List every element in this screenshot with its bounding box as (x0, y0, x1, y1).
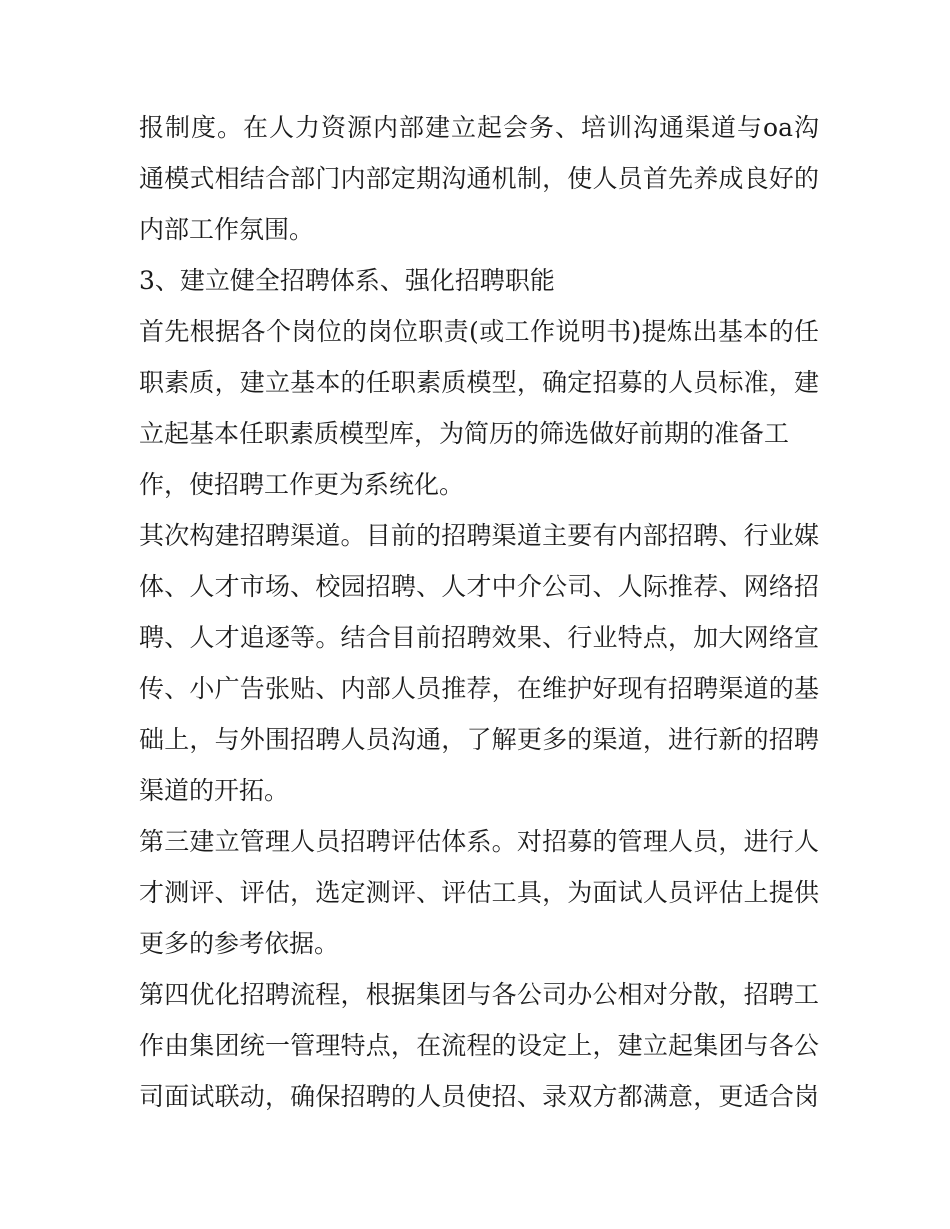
text-line-9: 其次构建招聘渠道。目前的招聘渠道主要有内部招聘、行业媒 (139, 521, 819, 550)
text-line-6: 职素质，建立基本的任职素质模型，确定招募的人员标准，建 (139, 368, 819, 397)
text-line-16: 才测评、评估，选定测评、评估工具，为面试人员评估上提供 (139, 878, 819, 907)
text-line-7: 立起基本任职素质模型库，为简历的筛选做好前期的准备工 (139, 419, 790, 448)
section-heading: 3、建立健全招聘体系、强化招聘职能 (139, 266, 555, 295)
text-line-5: 首先根据各个岗位的岗位职责(或工作说明书)提炼出基本的任 (139, 317, 819, 346)
text-line-12: 传、小广告张贴、内部人员推荐，在维护好现有招聘渠道的基 (139, 674, 819, 703)
text-line-11: 聘、人才追逐等。结合目前招聘效果、行业特点，加大网络宣 (139, 623, 819, 652)
text-line-3: 内部工作氛围。 (139, 215, 315, 244)
text-line-20: 司面试联动，确保招聘的人员使招、录双方都满意，更适合岗 (139, 1082, 819, 1111)
text-line-18: 第四优化招聘流程，根据集团与各公司办公相对分散，招聘工 (139, 980, 819, 1009)
text-line-14: 渠道的开拓。 (139, 776, 290, 805)
text-line-8: 作，使招聘工作更为系统化。 (139, 470, 465, 499)
text-line-10: 体、人才市场、校园招聘、人才中介公司、人际推荐、网络招 (139, 572, 819, 601)
text-line-2: 通模式相结合部门内部定期沟通机制，使人员首先养成良好的 (139, 164, 819, 193)
text-line-13: 础上，与外围招聘人员沟通，了解更多的渠道，进行新的招聘 (139, 725, 819, 754)
text-line-19: 作由集团统一管理特点，在流程的设定上，建立起集团与各公 (139, 1031, 819, 1060)
text-line-17: 更多的参考依据。 (139, 929, 340, 958)
text-line-15: 第三建立管理人员招聘评估体系。对招募的管理人员，进行人 (139, 827, 819, 856)
text-line-1: 报制度。在人力资源内部建立起会务、培训沟通渠道与oa沟 (139, 113, 819, 142)
